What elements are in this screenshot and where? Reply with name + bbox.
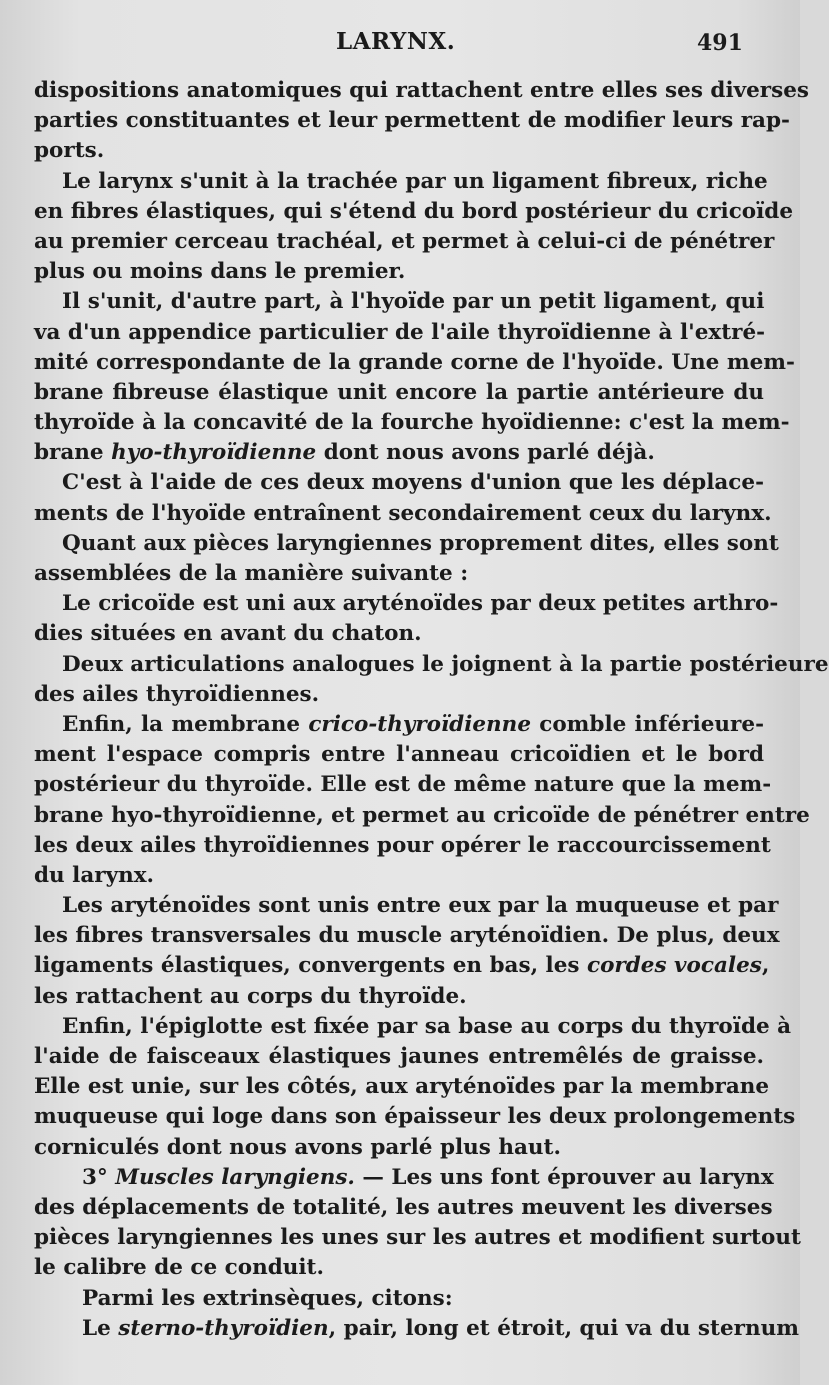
text-segment: parties constituantes et leur permettent de modifier leurs rap-	[34, 108, 790, 134]
text-line	[34, 619, 764, 649]
text-line	[34, 982, 764, 1012]
text-line	[34, 1253, 764, 1283]
text-line	[34, 468, 764, 498]
text-line	[34, 680, 764, 710]
text-line	[34, 1314, 799, 1344]
text-line	[34, 559, 764, 589]
text-line	[34, 1163, 774, 1193]
text-segment: en fibres élastiques, qui s'étend du bord postérieur du cricoïde	[34, 198, 794, 224]
text-segment: assemblées de la manière suivante :	[34, 561, 469, 586]
text-line	[34, 1133, 764, 1163]
text-line	[34, 227, 775, 257]
italic-term: crico-thyroïdienne	[308, 711, 531, 737]
text-segment: des déplacements de totalité, les autres meuvent les diverses	[34, 1194, 773, 1220]
text-segment: thyroïde à la concavité de la fourche hyoïdienne: c'est la mem-	[34, 410, 790, 436]
italic-term: hyo-thyroïdienne	[111, 440, 317, 466]
italic-term: Muscles laryngiens.	[115, 1164, 355, 1190]
text-line	[34, 740, 764, 770]
page-header	[0, 28, 800, 64]
text-segment: Enfin, l'épiglotte est fixée par sa base au corps du thyroïde à	[62, 1013, 792, 1039]
text-segment: dont nous avons parlé déjà.	[316, 440, 655, 466]
text-line	[34, 529, 779, 559]
text-segment: , pair, long et étroit, qui va du sternum	[328, 1315, 799, 1341]
text-segment: comble inférieure-	[531, 711, 764, 737]
text-segment: Le cricoïde est uni aux aryténoïdes par deux petites arthro-	[62, 591, 779, 617]
text-line	[34, 287, 764, 317]
text-line	[34, 710, 764, 740]
text-line	[34, 1072, 770, 1102]
text-line	[34, 318, 764, 348]
text-line	[34, 106, 790, 136]
text-line	[34, 831, 771, 861]
text-line	[34, 197, 794, 227]
text-segment: ports.	[34, 138, 105, 164]
text-segment: dispositions anatomiques qui rattachent entre elles ses diverses	[34, 78, 810, 103]
text-segment: C'est à l'aide de ces deux moyens d'union que les déplace-	[62, 470, 764, 496]
text-segment: Quant aux pièces laryngiennes proprement dites, elles sont	[62, 530, 779, 556]
text-segment: Elle est unie, sur les côtés, aux aryténoïdes par la membrane	[34, 1074, 770, 1100]
text-segment: ,	[761, 953, 770, 979]
text-segment: dies situées en avant du chaton.	[34, 621, 422, 647]
text-segment: muqueuse qui loge dans son épaisseur les deux prolongements	[34, 1104, 796, 1130]
text-segment: les rattachent au corps du thyroïde.	[34, 983, 467, 1009]
text-line	[34, 499, 772, 529]
text-segment: Enfin, la membrane	[62, 711, 309, 737]
text-segment: des ailes thyroïdiennes.	[34, 681, 320, 707]
text-line	[34, 1102, 796, 1132]
text-segment: ligaments élastiques, convergents en bas, les	[34, 953, 587, 979]
text-line	[34, 348, 795, 378]
page-number: 491	[697, 30, 743, 56]
text-line	[34, 1012, 792, 1042]
text-segment: du larynx.	[34, 862, 155, 888]
text-line	[34, 257, 764, 287]
text-segment: brane hyo-thyroïdienne, et permet au cricoïde de pénétrer entre	[34, 802, 810, 828]
running-head: LARYNX.	[336, 28, 456, 55]
text-segment: brane	[34, 440, 112, 466]
text-segment: Le larynx s'unit à la trachée par un ligament fibreux, riche	[62, 168, 768, 194]
text-line	[34, 408, 790, 438]
text-segment: les deux ailes thyroïdiennes pour opérer le raccourcissement	[34, 832, 771, 858]
text-line	[34, 167, 768, 197]
text-segment: au premier cerceau trachéal, et permet à celui-ci de pénétrer	[34, 228, 775, 254]
text-line	[34, 891, 779, 921]
text-segment: l'aide de faisceaux élastiques jaunes entremêlés de graisse.	[34, 1044, 764, 1069]
text-segment: 3°	[82, 1164, 116, 1190]
italic-term: sterno-thyroïdien	[118, 1315, 329, 1341]
text-line	[34, 76, 810, 106]
text-line	[34, 438, 764, 468]
italic-term: cordes vocales	[586, 953, 762, 979]
text-segment: plus ou moins dans le premier.	[34, 259, 406, 285]
text-line	[34, 650, 829, 680]
text-line	[34, 770, 772, 800]
text-segment: brane fibreuse élastique unit encore la partie antérieure du	[34, 379, 764, 405]
text-line	[34, 1042, 764, 1072]
text-line	[34, 378, 764, 408]
text-line	[34, 921, 780, 951]
text-line	[34, 861, 764, 891]
text-segment: pièces laryngiennes les unes sur les autres et modifient surtout	[34, 1225, 801, 1251]
text-segment: ments de l'hyoïde entraînent secondairement ceux du larynx.	[34, 500, 772, 526]
text-segment: les fibres transversales du muscle aryténoïdien. De plus, deux	[34, 923, 780, 949]
text-segment: Il s'unit, d'autre part, à l'hyoïde par un petit ligament, qui	[62, 289, 765, 315]
text-segment: Deux articulations analogues le joignent à la partie postérieure	[62, 651, 829, 677]
text-segment: le calibre de ce conduit.	[34, 1255, 324, 1281]
text-line	[34, 589, 779, 619]
text-segment: Parmi les extrinsèques, citons:	[82, 1285, 453, 1311]
text-segment: Le	[82, 1315, 119, 1341]
text-segment: mité correspondante de la grande corne de l'hyoïde. Une mem-	[34, 349, 795, 375]
text-line	[34, 136, 764, 166]
text-segment: — Les uns font éprouver au larynx	[354, 1164, 774, 1190]
text-line	[34, 1223, 801, 1253]
body-text	[34, 76, 829, 1344]
text-segment: va d'un appendice particulier de l'aile thyroïdienne à l'extré-	[34, 319, 766, 345]
text-segment: corniculés dont nous avons parlé plus haut.	[34, 1134, 561, 1160]
text-segment: Les aryténoïdes sont unis entre eux par la muqueuse et par	[62, 893, 779, 919]
text-line	[34, 801, 810, 831]
text-line	[34, 951, 770, 981]
text-segment: ment l'espace compris entre l'anneau cricoïdien et le bord	[34, 742, 764, 768]
text-segment: postérieur du thyroïde. Elle est de même nature que la mem-	[34, 772, 772, 798]
text-line	[34, 1193, 773, 1223]
text-line	[34, 1284, 764, 1314]
